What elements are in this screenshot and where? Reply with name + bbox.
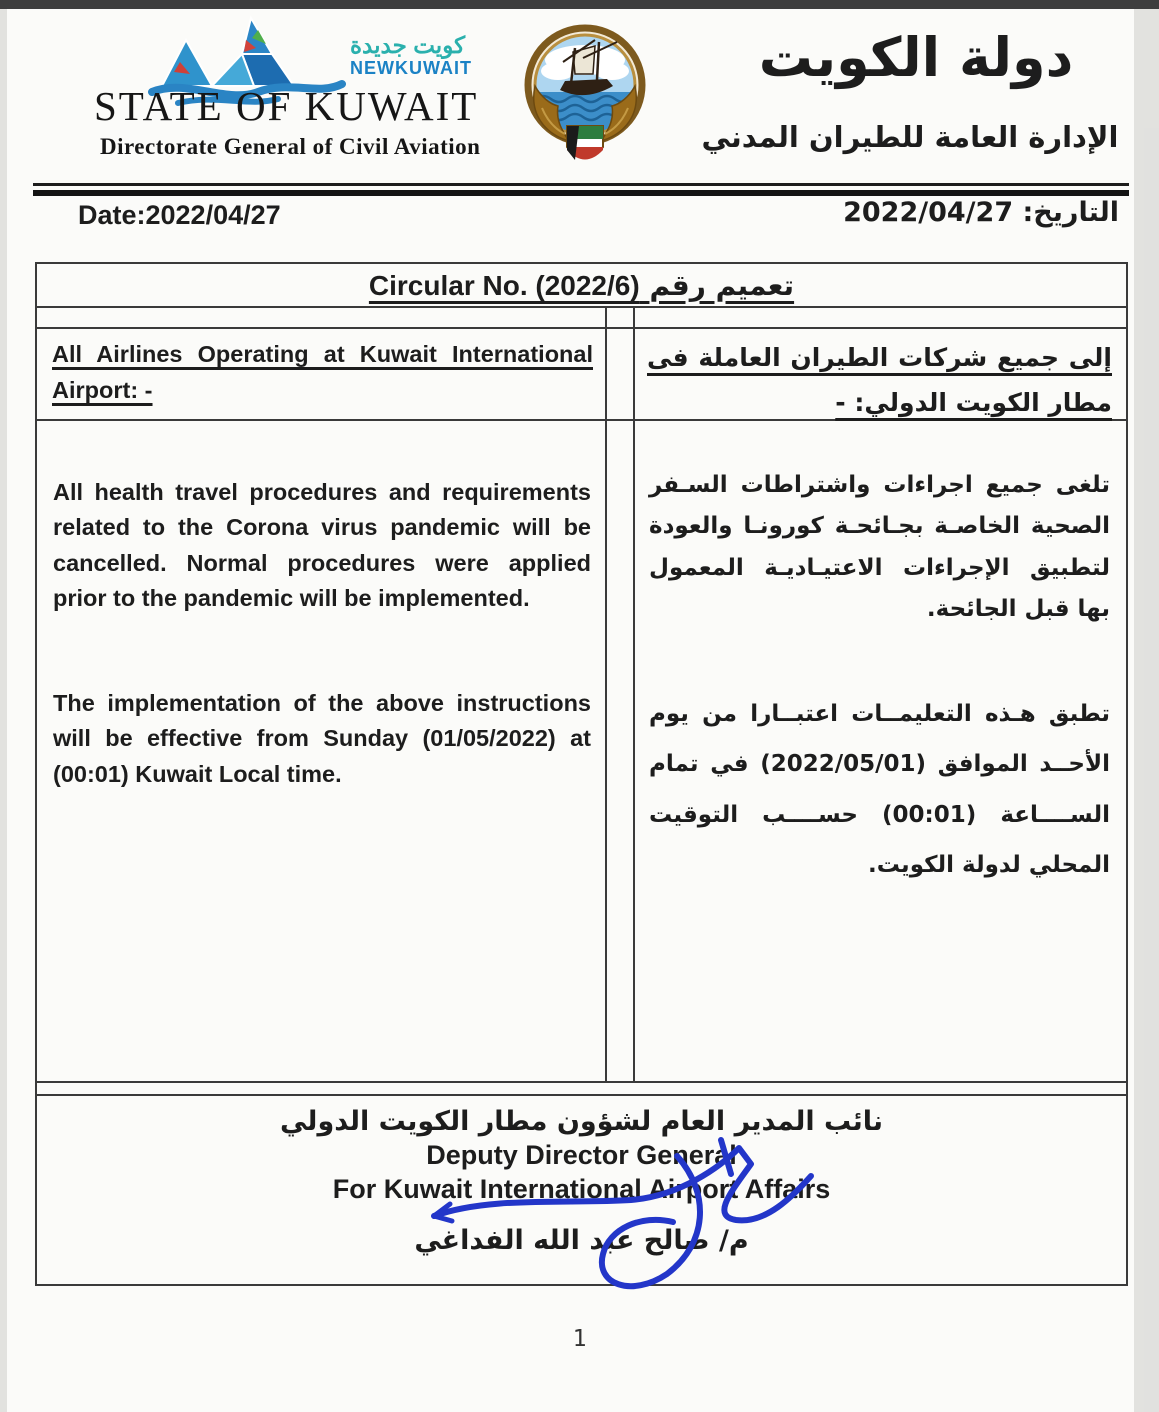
date-english: Date:2022/04/27 [78,200,281,230]
body-arabic-cell [635,421,1126,1081]
spacer-cell [607,308,635,327]
arabic-directorate-subtitle: الإدارة العامة للطيران المدني [701,120,1119,154]
paragraph-arabic-1: تلغى جميع اجراءات واشتراطات السـفر الصحية الخاصـة بجـائحـة كورونـا والعودة لتطبيق الإجراءات الاعتيـاديـة المعمول بها قبل الجائحة. [649,472,1110,623]
logo-arabic-text: كويت جديدة [350,32,466,58]
spacer-cell [37,1083,1126,1094]
signature-row [37,1094,1126,1284]
circular-title-english: Circular No. (2022/6) [368,269,640,301]
kuwait-coat-of-arms-icon [515,22,655,172]
spacer-cell [37,308,607,327]
paragraph-english-1: All health travel procedures and requirements related to the Corona virus pandemic will be cancelled. Normal procedures were applied prior to the pandemic will be implemented. [53,479,591,611]
paragraph-english-2: The implementation of the above instructions will be effective from Sunday (01/05/2022) at (00:01) Kuwait Local time. [53,690,591,787]
date-arabic: التاريخ: 2022/04/27 [843,197,1119,228]
state-of-kuwait-title: STATE OF KUWAIT [94,83,479,129]
signature-title-english-1: Deputy Director General [426,1140,737,1170]
spacer-cell [635,308,1126,327]
scan-edge-left [0,9,7,1412]
scan-edge-right [1134,9,1159,1412]
header-divider-line-thin [33,183,1129,186]
signature-title-arabic: نائب المدير العام لشؤون مطار الكويت الدولي [279,1106,884,1137]
logo-latin-text: NEWKUWAIT [350,58,472,79]
circular-title-row [37,264,1126,306]
body-row [37,419,1126,1081]
signature-name: م/ صالح عبد الله الفداغي [414,1225,749,1256]
circular-title-arabic: تعميم رقم [649,268,795,302]
signature-block [37,1096,1126,1284]
addressee-row [37,327,1126,419]
circular-title [369,269,794,302]
header-divider-line-thick [33,190,1129,196]
paragraph-arabic-2: تطبق هـذه التعليمــات اعتبــارا من يوم الأحــد الموافق (2022/05/01) في تمام الســــاعة (00:01) حســــب التوقيت المحلي لدولة الكويت. [649,700,1111,879]
body-english-cell [37,421,607,1081]
addressee-english: All Airlines Operating at Kuwait International Airport: - [37,329,607,419]
logo-text-block [350,14,472,79]
circular-table [35,262,1128,1286]
page-number: 1 [572,1326,587,1352]
directorate-subtitle: Directorate General of Civil Aviation [100,134,481,159]
spacer-cell [607,421,635,1081]
spacer-row-bottom [37,1081,1126,1094]
arabic-state-title: دولة الكويت [758,26,1074,89]
addressee-arabic: إلى جميع شركات الطيران العاملة فى مطار الكويت الدولي: - [647,343,1112,417]
scan-edge-top [0,0,1159,9]
signature-title-english-2: For Kuwait International Airport Affairs [332,1174,831,1204]
spacer-cell [607,329,635,419]
spacer-row [37,306,1126,327]
